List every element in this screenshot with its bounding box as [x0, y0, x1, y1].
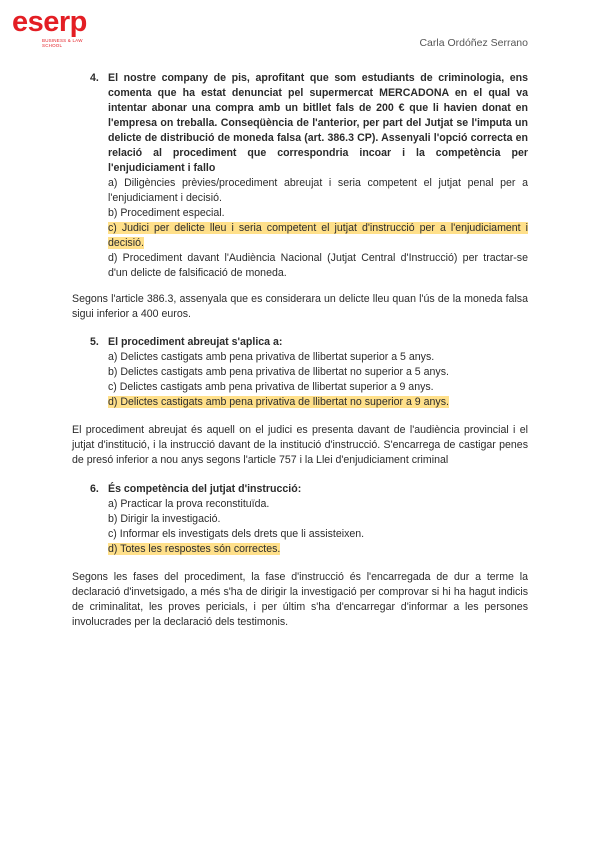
correct-answer-highlight: d) Totes les respostes són correctes. [108, 543, 281, 555]
question-5 [90, 335, 528, 410]
option-b: b) Delictes castigats amb pena privativa de llibertat no superior a 5 anys. [108, 366, 449, 378]
option-c: c) Informar els investigats dels drets que li assisteixen. [108, 528, 365, 540]
option-a: a) Delictes castigats amb pena privativa de llibertat superior a 5 anys. [108, 351, 435, 363]
question-6 [90, 482, 528, 557]
explanation-6: Segons les fases del procediment, la fase d'instrucció és l'encarregada de dur a terme la declaració d'invetsigado, a més s'ha de dirigir la investigació per comprovar si hi ha hagut indicis de criminalitat, les proves pericials, i per últim s'ha d'encarregar d'informar a les persones involucrades per la declaració dels testimonis. [72, 571, 528, 628]
question-text: El procediment abreujat s'aplica a: [108, 336, 283, 348]
correct-answer-highlight: c) Judici per delicte lleu i seria competent el jutjat d'instrucció per a l'enjudiciament i decisió. [108, 222, 528, 249]
question-4 [90, 71, 528, 281]
option-c: c) Delictes castigats amb pena privativa de llibertat superior a 9 anys. [108, 381, 434, 393]
option-list [108, 497, 528, 557]
option-a: a) Diligències prèvies/procediment abreujat i seria competent el jutjat penal per a l'enjudiciament i decisió. [108, 177, 528, 204]
correct-answer-highlight: d) Delictes castigats amb pena privativa de llibertat no superior a 9 anys. [108, 396, 449, 408]
question-number: 5. [90, 336, 99, 348]
option-d-correct [108, 395, 528, 410]
logo-tagline: BUSINESS & LAW SCHOOL [42, 38, 83, 48]
eserp-logo [12, 8, 102, 48]
option-b: b) Dirigir la investigació. [108, 513, 221, 525]
question-text: El nostre company de pis, aprofitant que som estudiants de criminologia, ens comenta que ha estat denunciat pel supermercat MERCADONA en el qual va intentar abonar una compra amb un bitllet fals de 200 € que li havien donat en l'empresa on treballa. Conseqüència de l'anterior, per part del Jutjat se l'imputa un delicte de distribució de moneda falsa (art. 386.3 CP). Assenyali l'opció correcta en relació al procediment que correspondria incoar i la competència per l'enjudiciament i fallo [108, 72, 528, 174]
explanation-5: El procediment abreujat és aquell on el judici es presenta davant de l'audiència provincial i el jutjat d'institució, i la instrucció davant de la institució d'instrucció. S'encarrega de castigar penes de presó inferior a nou anys segons l'article 757 i la Llei d'enjudiciament criminal [72, 424, 528, 466]
option-list [108, 176, 528, 281]
option-list [108, 350, 528, 410]
option-c-correct [108, 221, 528, 251]
option-b: b) Procediment especial. [108, 207, 225, 219]
question-text: És competència del jutjat d'instrucció: [108, 483, 302, 495]
question-number: 4. [90, 72, 99, 84]
option-d: d) Procediment davant l'Audiència Nacional (Jutjat Central d'Instrucció) per tractar-se d'un delicte de falsificació de moneda. [108, 252, 528, 279]
explanation-4: Segons l'article 386.3, assenyala que es considerara un delicte lleu quan l'ús de la moneda falsa sigui inferior a 400 euros. [72, 293, 528, 320]
question-number: 6. [90, 483, 99, 495]
option-d-correct [108, 542, 528, 557]
logo-wordmark: eserp [12, 6, 87, 38]
author-name: Carla Ordóñez Serrano [419, 37, 528, 49]
option-a: a) Practicar la prova reconstituïda. [108, 498, 270, 510]
